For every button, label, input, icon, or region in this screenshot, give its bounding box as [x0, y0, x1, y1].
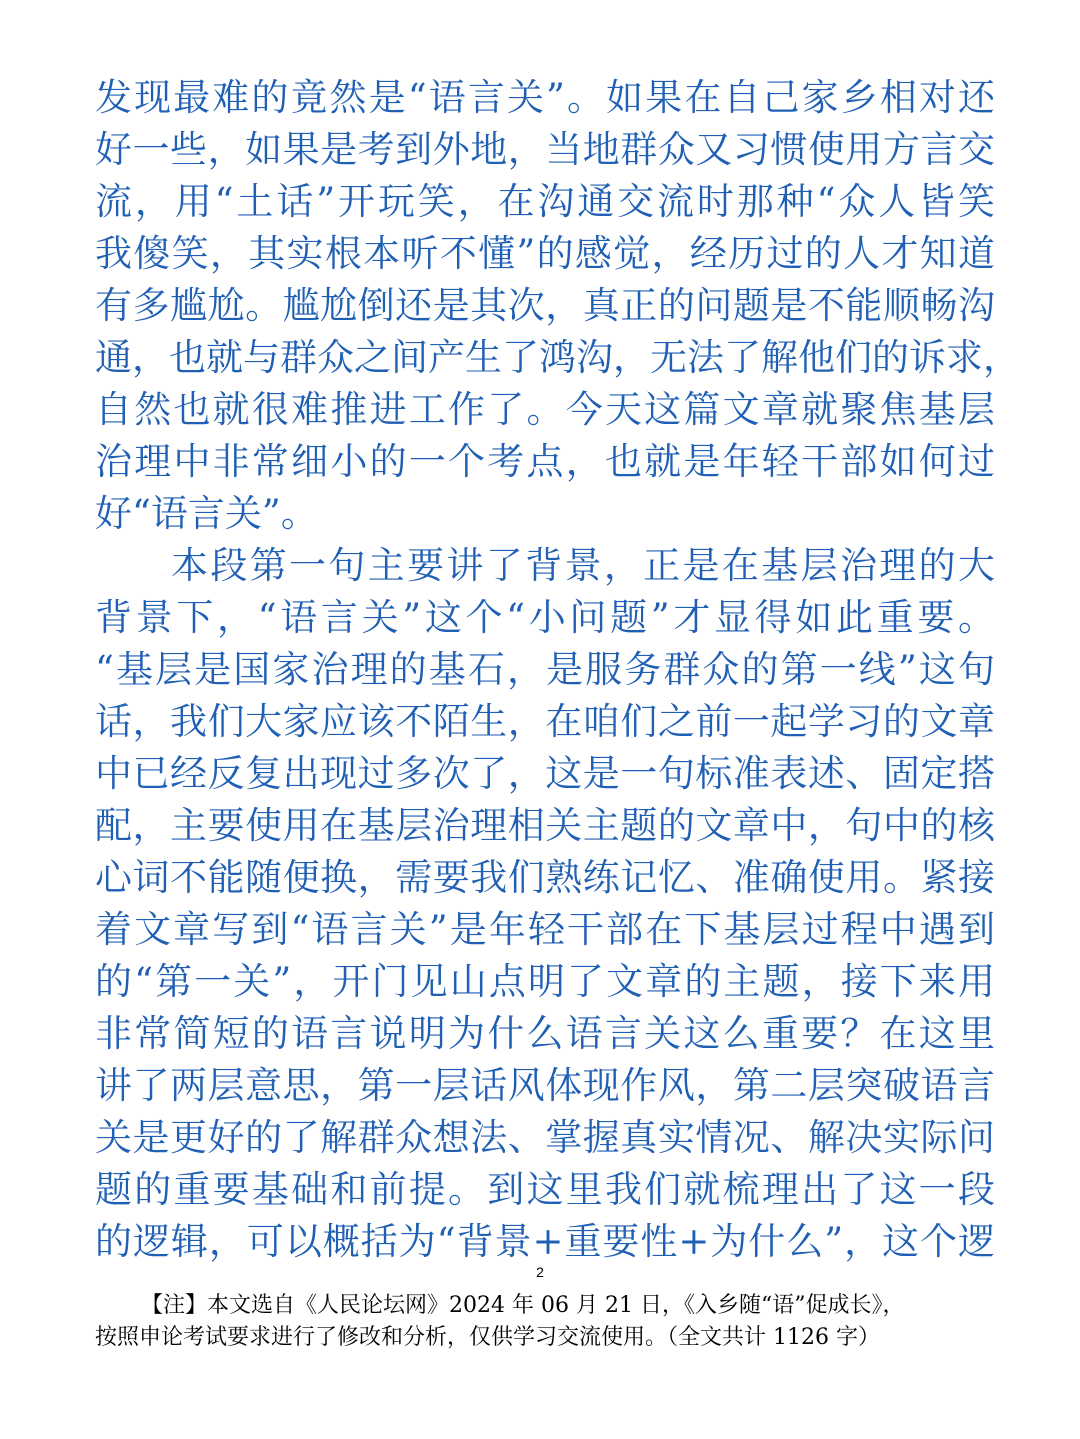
body-line: 的“第一关”，开门见山点明了文章的主题，接下来用 [95, 960, 995, 1003]
body-line: “基层是国家治理的基石，是服务群众的第一线”这句 [95, 648, 995, 691]
body-line: 发现最难的竟然是“语言关”。如果在自己家乡相对还 [95, 76, 995, 119]
body-line: 关是更好的了解群众想法、掌握真实情况、解决实际问 [95, 1116, 995, 1159]
footnote-line: 按照申论考试要求进行了修改和分析，仅供学习交流使用。（全文共计 1126 字） [95, 1325, 880, 1350]
body-line: 本段第一句主要讲了背景，正是在基层治理的大 [171, 544, 995, 587]
body-line: 中已经反复出现过多次了，这是一句标准表述、固定搭 [95, 752, 995, 795]
footnote-line: 【注】本文选自《人民论坛网》2024 年 06 月 21 日，《入乡随“语”促成长》， [141, 1293, 905, 1318]
body-line: 配，主要使用在基层治理相关主题的文章中，句中的核 [95, 804, 995, 847]
body-line: 自然也就很难推进工作了。今天这篇文章就聚焦基层 [95, 388, 995, 431]
body-line: 讲了两层意思，第一层话风体现作风，第二层突破语言 [95, 1064, 995, 1107]
body-line: 我傻笑，其实根本听不懂”的感觉，经历过的人才知道 [95, 232, 995, 275]
body-line: 好“语言关”。 [95, 492, 318, 535]
footnote [95, 1290, 995, 1354]
body-line: 话，我们大家应该不陌生，在咱们之前一起学习的文章 [95, 700, 995, 743]
body-line: 背景下，“语言关”这个“小问题”才显得如此重要。 [95, 596, 995, 639]
body-line: 着文章写到“语言关”是年轻干部在下基层过程中遇到 [95, 908, 995, 951]
body-line: 题的重要基础和前提。到这里我们就梳理出了这一段 [95, 1168, 995, 1211]
body-line: 治理中非常细小的一个考点，也就是年轻干部如何过 [95, 440, 995, 483]
body-line: 心词不能随便换，需要我们熟练记忆、准确使用。紧接 [95, 856, 995, 899]
body-line: 流，用“土话”开玩笑，在沟通交流时那种“众人皆笑 [95, 180, 995, 223]
page-number: 2 [536, 1264, 544, 1280]
body-line: 非常简短的语言说明为什么语言关这么重要？在这里 [95, 1012, 995, 1055]
article-body [95, 72, 1020, 1268]
body-line: 的逻辑，可以概括为“背景+重要性+为什么”，这个逻 [95, 1220, 995, 1263]
body-line: 通，也就与群众之间产生了鸿沟，无法了解他们的诉求， [95, 336, 1020, 379]
body-line: 有多尴尬。尴尬倒还是其次，真正的问题是不能顺畅沟 [95, 284, 995, 327]
body-line: 好一些，如果是考到外地，当地群众又习惯使用方言交 [95, 128, 995, 171]
